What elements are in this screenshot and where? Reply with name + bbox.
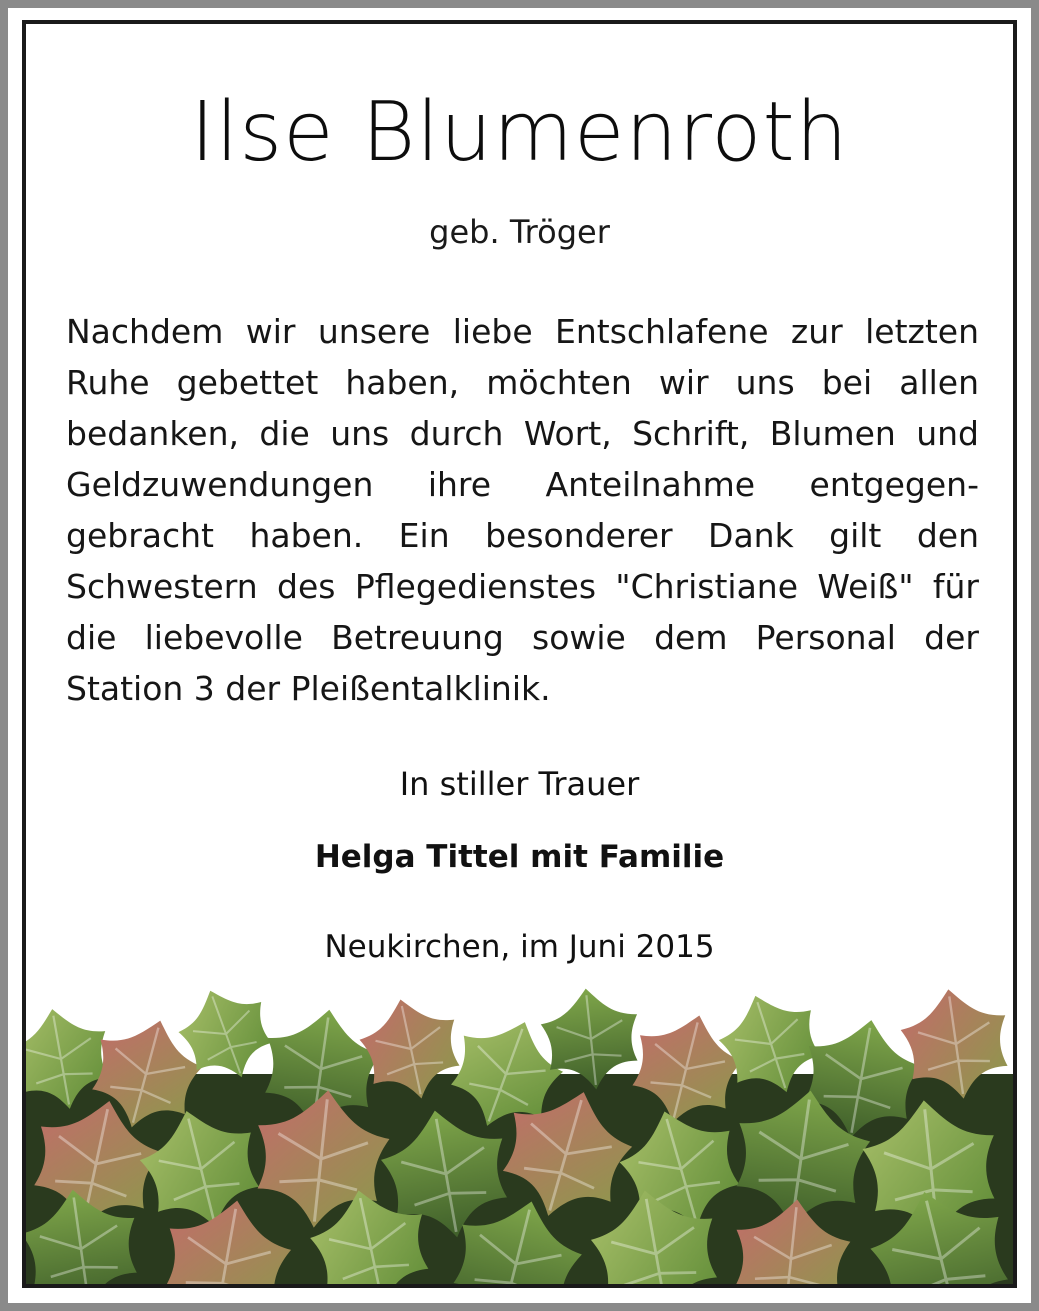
- birth-name: geb. Tröger: [429, 213, 610, 251]
- signature: Helga Tittel mit Familie: [314, 839, 725, 875]
- ivy-leaves-image: [26, 984, 1013, 1284]
- notice-card: [22, 20, 1017, 1288]
- thank-you-message: Nachdem wir unsere liebe Entschlafene zur letzten Ruhe gebettet haben, möchten wir uns bei allen bedanken, die uns durch Wort, Schrift, Blumen und Geldzuwendungen ihre Anteilnahme entgegen-gebracht haben. Ein besonderer Dank gilt den Schwestern des Pflegedienstes "Christiane Weiß" für die liebevolle Betreuung sowie dem Personal der Station 3 der Pleißentalklinik.: [66, 312, 979, 708]
- mourning-line: In stiller Trauer: [399, 765, 640, 803]
- deceased-name: Ilse Blumenroth: [190, 85, 849, 180]
- place-date: Neukirchen, im Juni 2015: [324, 929, 715, 965]
